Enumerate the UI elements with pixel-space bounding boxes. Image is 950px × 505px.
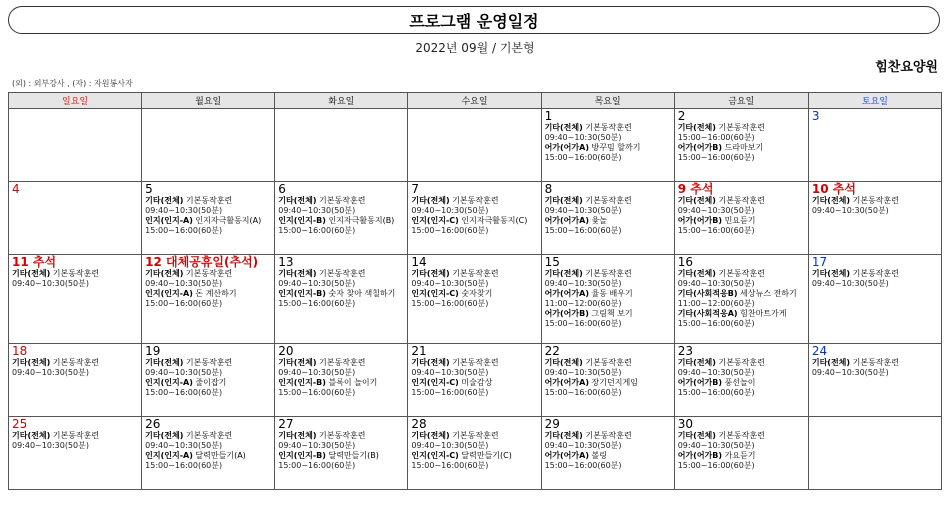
program-category: 기타(전체) [278,358,317,367]
program-entry [545,378,672,398]
program-name: 돈 계산하기 [192,289,237,298]
program-category: 기타(전체) [145,269,184,278]
program-name: 율동 배우기 [588,289,633,298]
day-number: 8 [544,182,553,196]
program-time: 15:00~16:00(60분) [544,319,622,328]
day-cell [674,182,808,255]
day-number: 2 [677,109,686,123]
program-entry [411,216,538,236]
program-entry [545,289,672,309]
program-name: 달력만들기(A) [192,451,246,460]
program-name: 기본동작훈련 [183,358,233,367]
weekday-wednesday: 수요일 [408,93,541,109]
program-time: 09:40~10:30(50분) [12,368,89,377]
day-number: 19 [145,344,161,358]
weekday-thursday: 목요일 [541,93,674,109]
day-cell [275,182,408,255]
program-time: 15:00~16:00(60분) [677,319,755,328]
program-time: 09:40~10:30(50분) [12,441,89,450]
program-category: 어가(어가B) [677,143,723,152]
program-category: 기타(전체) [278,431,317,440]
day-cell [541,255,674,344]
program-time: 09:40~10:30(50분) [278,279,356,288]
day-cell [9,109,142,182]
day-cell [275,417,408,490]
day-number: 22 [544,344,560,358]
program-entry [545,143,672,163]
program-name: 그림책 보기 [588,309,633,318]
program-time: 15:00~16:00(60분) [544,226,622,235]
day-number: 26 [145,417,161,431]
day-number: 30 [677,417,693,431]
program-entry [145,216,272,236]
program-time: 09:40~10:30(50분) [145,441,223,450]
program-name: 숫자 찾아 색칠하기 [325,289,396,298]
program-name: 기본동작훈련 [715,358,765,367]
program-category: 기타(전체) [811,269,851,278]
program-time: 15:00~16:00(60분) [677,153,755,162]
program-time: 15:00~16:00(60분) [278,388,356,397]
program-time: 09:40~10:30(50분) [677,206,755,215]
program-name: 인지자극활동지(C) [458,216,528,225]
week-row [9,344,942,417]
program-entry [411,431,538,451]
program-time: 09:40~10:30(50분) [145,279,223,288]
program-name: 드라마보기 [722,143,764,152]
day-cell [408,255,541,344]
program-entry [278,196,405,216]
program-category: 인지(인지-C) [411,451,459,460]
program-time: 09:40~10:30(50분) [677,279,755,288]
program-entry [678,123,806,143]
weekday-saturday: 토요일 [808,93,941,109]
program-category: 기타(전체) [411,358,450,367]
program-category: 인지(인지-B) [278,216,326,225]
program-entry [545,216,672,236]
program-time: 15:00~16:00(60분) [677,226,755,235]
program-time: 09:40~10:30(50분) [278,441,356,450]
day-number: 12 대체공휴일(추석) [145,255,259,269]
program-entry [278,358,405,378]
program-entry [411,269,538,289]
program-category: 기타(전체) [12,269,51,278]
day-number: 1 [544,109,553,123]
day-number: 27 [278,417,294,431]
day-cell [142,417,275,490]
program-category: 인지(인지-B) [278,378,326,387]
weekday-sunday: 일요일 [9,93,142,109]
day-number: 16 [677,255,693,269]
program-category: 인지(인지-A) [145,289,193,298]
program-entry [411,451,538,471]
program-name: 숫자찾기 [458,289,493,298]
day-cell [808,255,941,344]
weekday-friday: 금요일 [674,93,808,109]
program-entry [678,378,806,398]
program-entry [678,143,806,163]
day-cell [408,109,541,182]
day-number: 21 [411,344,427,358]
day-cell [408,344,541,417]
program-category: 인지(인지-C) [411,378,459,387]
day-number: 13 [278,255,294,269]
program-time: 15:00~16:00(60분) [544,388,622,397]
program-category: 기타(전체) [811,196,851,205]
day-cell [808,344,941,417]
program-name: 기본동작훈련 [582,123,632,132]
program-category: 기타(사회적응B) [677,289,738,298]
day-cell [9,417,142,490]
program-time: 15:00~16:00(60분) [145,299,223,308]
day-cell [408,417,541,490]
day-number: 25 [12,417,28,431]
program-time: 15:00~16:00(60분) [677,133,755,142]
program-time: 15:00~16:00(60분) [145,461,223,470]
program-time: 11:00~12:00(60분) [544,299,622,308]
program-time: 09:40~10:30(50분) [145,368,223,377]
program-category: 어가(어가B) [677,451,723,460]
program-entry [278,378,405,398]
program-category: 기타(전체) [12,358,51,367]
program-time: 09:40~10:30(50분) [544,441,622,450]
program-entry [12,269,139,289]
program-entry [145,289,272,309]
day-cell [9,344,142,417]
program-category: 어가(어가B) [677,216,723,225]
program-name: 윷놀 [588,216,607,225]
day-cell [142,344,275,417]
day-cell [808,182,941,255]
program-time: 15:00~16:00(60분) [544,153,622,162]
program-name: 기본동작훈련 [715,431,765,440]
program-time: 15:00~16:00(60분) [677,388,755,397]
organization-name: 힘찬요양원 [875,60,938,75]
program-name: 기본동작훈련 [50,269,100,278]
day-cell [142,255,275,344]
program-name: 기본동작훈련 [850,196,899,205]
program-category: 인지(인지-B) [278,289,326,298]
program-category: 인지(인지-A) [145,451,193,460]
program-category: 기타(전체) [544,269,583,278]
program-entry [678,451,806,471]
program-time: 09:40~10:30(50분) [145,206,223,215]
program-category: 어가(어가B) [677,378,723,387]
program-category: 기타(전체) [544,196,583,205]
program-entry [545,358,672,378]
program-category: 인지(인지-A) [145,378,193,387]
program-name: 힘찬마트가게 [737,309,787,318]
program-category: 기타(전체) [145,358,184,367]
program-name: 가요듣기 [722,451,756,460]
program-entry [545,269,672,289]
program-category: 어가(어가A) [544,378,589,387]
legend-note: (외) : 외부강사 , (자) : 자원봉사자 [12,79,133,88]
program-name: 기본동작훈련 [316,196,366,205]
program-entry [411,358,538,378]
calendar-table [8,92,942,490]
program-name: 기본동작훈련 [449,196,499,205]
program-name: 방꾸밈 할까기 [588,143,641,152]
day-number: 6 [278,182,286,196]
day-number: 28 [411,417,427,431]
day-cell [674,344,808,417]
program-name: 기본동작훈련 [715,196,765,205]
program-entry [545,123,672,143]
program-name: 달력만들기(B) [325,451,379,460]
program-name: 볼링 [588,451,607,460]
program-name: 기본동작훈련 [582,358,632,367]
program-name: 기본동작훈련 [449,358,499,367]
program-category: 기타(전체) [677,358,716,367]
day-cell [541,417,674,490]
program-time: 15:00~16:00(60분) [411,461,489,470]
program-category: 어가(어가A) [544,451,589,460]
week-row [9,417,942,490]
program-name: 기본동작훈련 [183,269,233,278]
program-entry [278,451,405,471]
program-category: 어가(어가A) [544,216,589,225]
program-entry [411,289,538,309]
program-category: 기타(사회적응A) [677,309,738,318]
day-number: 11 추석 [12,255,57,269]
program-entry [678,431,806,451]
program-category: 인지(인지-A) [145,216,193,225]
program-time: 09:40~10:30(50분) [811,279,889,288]
program-time: 15:00~16:00(60분) [278,226,356,235]
program-entry [411,196,538,216]
week-row [9,182,942,255]
day-cell [674,109,808,182]
program-category: 기타(전체) [677,123,716,132]
day-cell [674,255,808,344]
day-cell [541,344,674,417]
program-entry [812,269,939,289]
program-name: 줄이잡기 [192,378,227,387]
program-name: 인지자극활동지(A) [192,216,262,225]
program-time: 09:40~10:30(50분) [544,368,622,377]
program-entry [678,309,806,329]
day-number: 7 [411,182,420,196]
program-entry [278,289,405,309]
day-number: 10 추석 [811,182,856,196]
day-cell [142,182,275,255]
day-number: 15 [544,255,560,269]
program-name: 기본동작훈련 [582,431,632,440]
program-category: 기타(전체) [544,431,583,440]
weekday-tuesday: 화요일 [275,93,408,109]
program-category: 기타(전체) [677,269,716,278]
day-number: 14 [411,255,427,269]
program-category: 기타(전체) [278,196,317,205]
program-time: 15:00~16:00(60분) [411,388,489,397]
program-time: 09:40~10:30(50분) [677,368,755,377]
program-time: 15:00~16:00(60분) [145,388,223,397]
program-name: 기본동작훈련 [183,431,233,440]
program-name: 기본동작훈련 [449,431,499,440]
program-entry [145,269,272,289]
weekday-header-row [9,93,942,109]
day-number: 9 추석 [677,182,714,196]
program-name: 기본동작훈련 [50,431,100,440]
program-category: 인지(인지-C) [411,289,459,298]
day-cell [674,417,808,490]
day-cell [541,109,674,182]
day-number: 23 [677,344,693,358]
week-row [9,255,942,344]
program-entry [278,431,405,451]
day-cell [541,182,674,255]
program-name: 기본동작훈련 [582,269,632,278]
program-category: 어가(어가A) [544,143,589,152]
program-time: 09:40~10:30(50분) [544,279,622,288]
program-category: 기타(전체) [411,196,450,205]
program-name: 세상뉴스 전하기 [737,289,797,298]
program-category: 기타(전체) [544,123,583,132]
program-time: 09:40~10:30(50분) [811,368,889,377]
program-time: 15:00~16:00(60분) [145,226,223,235]
schedule-subtitle: 2022년 09월 / 기본형 [415,41,535,55]
day-cell [9,255,142,344]
program-time: 09:40~10:30(50분) [544,133,622,142]
program-entry [545,451,672,471]
program-time: 15:00~16:00(60분) [278,461,356,470]
program-time: 09:40~10:30(50분) [411,441,489,450]
program-entry [145,358,272,378]
program-time: 11:00~12:00(60분) [677,299,755,308]
day-cell [808,109,941,182]
day-cell [275,344,408,417]
program-category: 인지(인지-C) [411,216,459,225]
program-entry [678,289,806,309]
program-time: 09:40~10:30(50분) [278,368,356,377]
program-entry [411,378,538,398]
program-category: 기타(전체) [677,431,716,440]
program-time: 09:40~10:30(50분) [544,206,622,215]
program-time: 09:40~10:30(50분) [278,206,356,215]
program-time: 09:40~10:30(50분) [677,441,755,450]
program-category: 기타(전체) [145,431,184,440]
program-entry [145,431,272,451]
program-entry [812,196,939,216]
day-number: 24 [811,344,828,358]
program-name: 블록이 놀이기 [325,378,378,387]
program-entry [545,431,672,451]
day-number: 29 [544,417,560,431]
program-name: 기본동작훈련 [316,358,366,367]
program-category: 인지(인지-B) [278,451,326,460]
program-time: 15:00~16:00(60분) [544,461,622,470]
day-cell [408,182,541,255]
program-time: 09:40~10:30(50분) [411,279,489,288]
program-name: 기본동작훈련 [50,358,100,367]
program-category: 기타(전체) [145,196,184,205]
program-category: 어가(어가B) [544,309,589,318]
program-name: 장기던지게임 [588,378,638,387]
program-entry [678,196,806,216]
program-name: 기본동작훈련 [449,269,499,278]
program-category: 어가(어가A) [544,289,589,298]
weekday-monday: 월요일 [142,93,275,109]
program-name: 기본동작훈련 [316,431,366,440]
program-name: 인지자극활동지(B) [325,216,395,225]
program-entry [545,196,672,216]
program-category: 기타(전체) [411,431,450,440]
day-number: 3 [811,109,820,123]
program-name: 기본동작훈련 [582,196,632,205]
program-entry [12,358,139,378]
program-time: 09:40~10:30(50분) [411,206,489,215]
program-category: 기타(전체) [677,196,716,205]
day-cell [808,417,941,490]
program-entry [145,196,272,216]
program-name: 기본동작훈련 [715,269,765,278]
program-time: 15:00~16:00(60분) [677,461,755,470]
program-name: 미술감상 [458,378,493,387]
program-time: 09:40~10:30(50분) [12,279,89,288]
day-cell [275,109,408,182]
week-row [9,109,942,182]
day-number: 5 [145,182,153,196]
day-number: 18 [12,344,28,358]
program-name: 기본동작훈련 [316,269,366,278]
program-entry [278,269,405,289]
page-title: 프로그램 운영일정 [8,6,940,34]
program-entry [145,378,272,398]
program-name: 기본동작훈련 [850,269,899,278]
program-time: 15:00~16:00(60분) [278,299,356,308]
program-entry [545,309,672,329]
program-time: 09:40~10:30(50분) [411,368,489,377]
day-number: 17 [811,255,828,269]
program-entry [812,358,939,378]
program-entry [12,431,139,451]
program-category: 기타(전체) [12,431,51,440]
day-cell [142,109,275,182]
program-time: 09:40~10:30(50분) [811,206,889,215]
program-entry [678,269,806,289]
program-name: 풍선놀이 [722,378,756,387]
program-entry [678,358,806,378]
day-cell [9,182,142,255]
day-number: 4 [12,182,20,196]
program-name: 민요듣기 [722,216,756,225]
program-entry [145,451,272,471]
program-category: 기타(전체) [278,269,317,278]
program-time: 15:00~16:00(60분) [411,226,489,235]
program-name: 달력만들기(C) [458,451,512,460]
program-name: 기본동작훈련 [715,123,765,132]
program-category: 기타(전체) [544,358,583,367]
program-name: 기본동작훈련 [850,358,899,367]
day-number: 20 [278,344,294,358]
program-entry [678,216,806,236]
day-cell [275,255,408,344]
program-entry [278,216,405,236]
program-time: 15:00~16:00(60분) [411,299,489,308]
program-category: 기타(전체) [811,358,851,367]
program-category: 기타(전체) [411,269,450,278]
program-name: 기본동작훈련 [183,196,233,205]
